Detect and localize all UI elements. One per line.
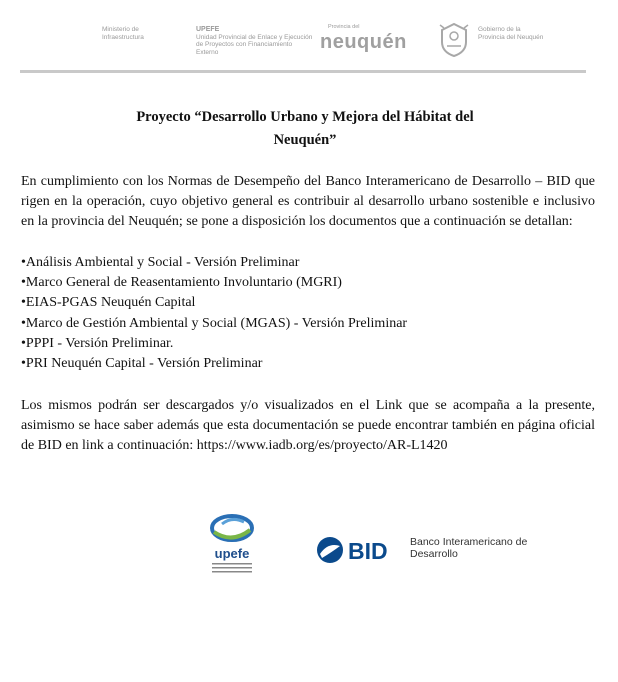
title-line-2: Neuquén” (273, 132, 337, 148)
intro-paragraph: En cumplimiento con los Normas de Desempeño del Banco Interamericano de Desarrollo – BID que rigen en la operación, cuyo objetivo general es contribuir al desarrollo urbano sostenible e inclusivo en la provincia del Neuquén; se pone a disposición los documentos que a continuación se detallan: (21, 174, 595, 230)
gobierno-logo (438, 20, 548, 60)
provincia-small-label: Provincia del (328, 24, 360, 30)
page-header (20, 18, 586, 73)
upefe-header-logo (196, 26, 316, 56)
ministerio-logo (102, 26, 172, 41)
documents-list (21, 253, 595, 374)
download-paragraph: Los mismos podrán ser descargados y/o visualizados en el Link que se acompaña a la presente, asimismo se hace saber además que esta documentación se puede encontrar también en página oficial de BID en link a continuación: https://www.iadb.org/es/proyecto/AR-L1420 (21, 398, 595, 454)
title-line-1: Proyecto “Desarrollo Urbano y Mejora del Hábitat del (136, 109, 474, 125)
upefe-header-subtitle: Unidad Provincial de Enlace y Ejecución de Proyectos con Financiamiento Externo (196, 33, 313, 56)
bid-name-label: Banco Interamericano de Desarrollo (410, 536, 528, 560)
upefe-footer-logo (204, 510, 260, 576)
list-item: • Marco General de Reasentamiento Involuntario (MGRI) (21, 273, 595, 293)
gobierno-label: Gobierno de la Provincia del Neuquén (478, 26, 544, 41)
bid-emblem-icon (314, 532, 404, 568)
neuquen-logo (320, 24, 410, 52)
list-item: • Marco de Gestión Ambiental y Social (MGAS) - Versión Preliminar (21, 314, 595, 334)
page-title (40, 106, 570, 152)
upefe-emblem-icon (204, 510, 260, 576)
bid-footer-logo (314, 532, 544, 568)
upefe-header-title: UPEFE (196, 26, 220, 33)
upefe-footer-label: upefe (214, 546, 250, 561)
list-item: • PRI Neuquén Capital - Versión Preliminar (21, 354, 595, 374)
list-item: • PPPI - Versión Preliminar. (21, 334, 595, 354)
bid-wordmark: BID (348, 538, 388, 564)
list-item: • Análisis Ambiental y Social - Versión Preliminar (21, 253, 595, 273)
ministerio-label: Ministerio de Infraestructura (102, 26, 144, 41)
shield-icon (438, 22, 470, 58)
list-item: • EIAS-PGAS Neuquén Capital (21, 293, 595, 313)
neuquen-wordmark: neuquén (320, 30, 407, 53)
